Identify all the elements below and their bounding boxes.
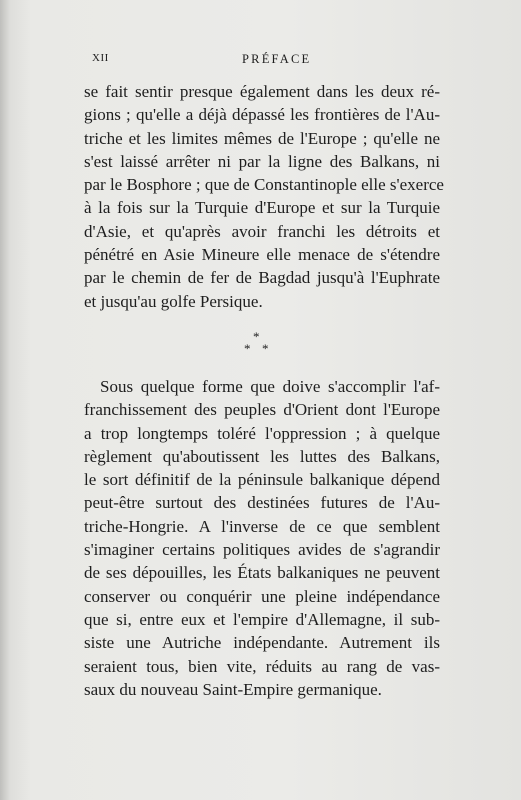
asterism-star: *	[262, 341, 269, 356]
paragraph-continued	[84, 80, 444, 313]
text-line: saux du nouveau Saint-Empire germanique.	[84, 679, 382, 699]
text-line: triche et les limites mêmes de l'Europe ; qu'elle ne	[84, 128, 440, 148]
text-line: par le Bosphore ; que de Constantinople elle s'exerce	[84, 175, 444, 195]
section-asterism	[236, 330, 284, 364]
text-line: s'est laissé arrêter ni par la ligne des Balkans, ni	[84, 151, 440, 171]
text-line: triche-Hongrie. A l'inverse de ce que semblent	[84, 516, 440, 536]
text-line: par le chemin de fer de Bagdad jusqu'à l'Euphrate	[84, 268, 440, 288]
text-line: Sous quelque forme que doive s'accomplir l'af-	[100, 377, 440, 396]
text-line: que si, entre eux et l'empire d'Allemagne, il sub-	[84, 609, 440, 629]
page-header	[92, 52, 426, 72]
text-line: conserver ou conquérir une pleine indépendance	[84, 586, 440, 606]
text-line: et jusqu'au golfe Persique.	[84, 291, 263, 311]
text-line: franchissement des peuples d'Orient dont l'Europe	[84, 400, 440, 420]
text-line: se fait sentir presque également dans les deux ré-	[84, 82, 440, 101]
text-line: gions ; qu'elle a déjà dépassé les frontières de l'Au-	[84, 105, 440, 125]
text-line: d'Asie, et qu'après avoir franchi les détroits et	[84, 221, 440, 241]
asterism-star: *	[253, 329, 260, 344]
text-line: à la fois sur la Turquie d'Europe et sur la Turquie	[84, 198, 440, 218]
text-line: pénétré en Asie Mineure elle menace de s'étendre	[84, 245, 440, 265]
text-line: peut-être surtout des destinées futures de l'Au-	[84, 493, 440, 513]
text-line: a trop longtemps toléré l'oppression ; à quelque	[84, 423, 440, 443]
asterism-star: *	[244, 341, 251, 356]
text-line: de ses dépouilles, les États balkaniques ne peuvent	[84, 563, 440, 583]
spine-shadow	[0, 0, 10, 800]
page-number: XII	[92, 52, 109, 64]
text-line: le sort définitif de la péninsule balkanique dépend	[84, 470, 440, 490]
text-line: siste une Autriche indépendante. Autrement ils	[84, 633, 440, 653]
paragraph	[84, 375, 440, 701]
text-line: seraient tous, bien vite, réduits au rang de vas-	[84, 656, 440, 676]
running-head: PRÉFACE	[242, 52, 312, 66]
text-line: règlement qu'aboutissent les luttes des Balkans,	[84, 446, 440, 466]
text-line: s'imaginer certains politiques avides de s'agrandir	[84, 540, 440, 560]
